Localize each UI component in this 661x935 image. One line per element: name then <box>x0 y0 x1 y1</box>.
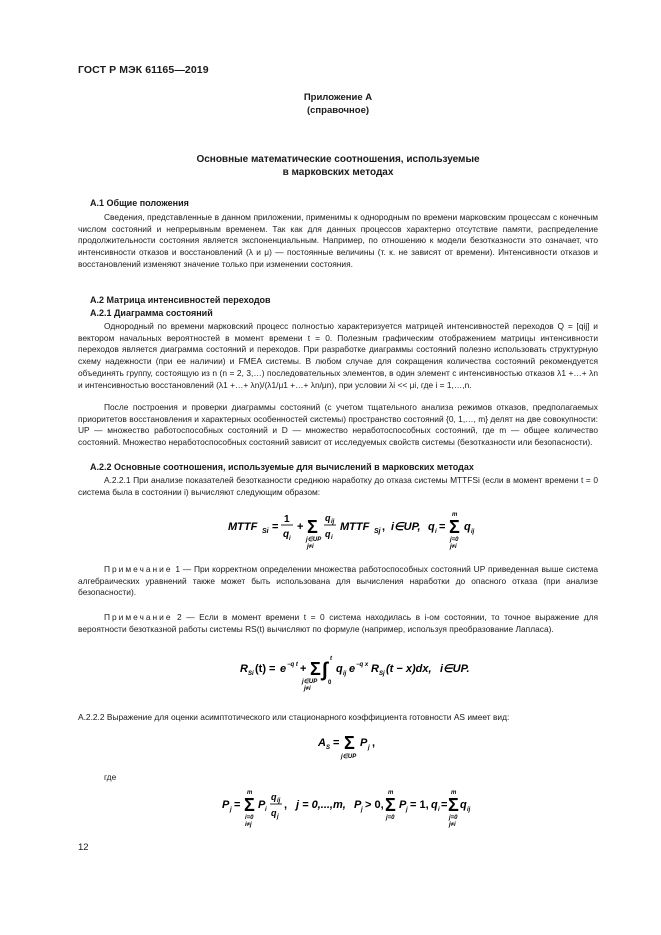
svg-text:MTTF: MTTF <box>340 521 370 533</box>
svg-text:q: q <box>336 663 343 675</box>
svg-text:Σ: Σ <box>310 659 321 679</box>
svg-text:j=0: j=0 <box>450 537 459 543</box>
svg-text:i: i <box>289 536 291 542</box>
where-label: где <box>104 772 117 782</box>
formula-reliability-graphic <box>240 652 470 694</box>
svg-text:j≠i: j≠i <box>304 686 311 692</box>
svg-text:q: q <box>271 808 277 818</box>
formula-reliability <box>240 652 470 694</box>
svg-text:Σ: Σ <box>344 733 355 753</box>
section-a222-paragraph <box>78 712 638 724</box>
svg-text:=: = <box>333 737 340 749</box>
svg-text:i: i <box>438 807 440 813</box>
formula-availability-graphic <box>318 731 388 763</box>
section-a2-heading: А.2 Матрица интенсивностей переходов <box>90 295 271 305</box>
svg-text:j≠i: j≠i <box>307 544 314 550</box>
svg-text:Si: Si <box>262 528 269 535</box>
svg-text:Sj: Sj <box>379 671 385 677</box>
svg-text:j: j <box>368 745 370 751</box>
svg-text:j≠i: j≠i <box>450 544 457 550</box>
svg-text:ij: ij <box>343 671 347 677</box>
svg-text:j∈UP: j∈UP <box>302 679 318 685</box>
note-1-text: 1 — При корректном определении множества работоспособных состояний UP приведенная выше система алгебраических уравнений также может быть использована для вычисления наработки до опасного отказа (при анализе безопасности). <box>78 564 598 598</box>
svg-text:t: t <box>330 656 332 662</box>
svg-text:i: i <box>265 807 267 813</box>
svg-text:q: q <box>283 529 290 540</box>
svg-text:ij: ij <box>277 798 281 804</box>
svg-text:P: P <box>354 799 362 811</box>
svg-text:Sj: Sj <box>374 528 381 535</box>
svg-text:i: i <box>435 529 437 535</box>
svg-text:+: + <box>297 521 304 533</box>
svg-text:Σ: Σ <box>449 517 460 537</box>
svg-text:q: q <box>428 521 435 533</box>
svg-text:Σ: Σ <box>385 795 396 815</box>
section-a221-paragraph <box>78 475 598 498</box>
svg-text:m: m <box>247 790 253 796</box>
svg-text:Σ: Σ <box>244 795 255 815</box>
svg-text:=: = <box>272 521 279 533</box>
section-a21-text-1: Однородный по времени марковский процесс полностью характеризуется матрицей интенсивностей переходов Q = [qij] и вектором начальных вероятностей в момент времени t = 0. Полезным графическим отображением матрицы интенсивности переходов является диаграмма состояний и переходов. При разработке диаграммы состояний полезно использовать структурную схему надежности (при ее наличии) и FMEA системы. В любом случае для сокращения количества состояний рекомендуется объединять группу, состоящую из n (n = 2, 3,…) последовательных элементов, в один элемент с интенсивностью отказов λ1 +…+ λn и интенсивностью восстановлений (λ1 +…+ λn)/(λ1/μ1 +…+ λn/μn), при условии λi << μi, где i = 1,…,n. <box>78 321 598 390</box>
main-title-line1: Основные математические соотношения, используемые <box>196 154 480 165</box>
svg-text:P: P <box>222 799 230 811</box>
svg-text:(t − x)dx,: (t − x)dx, <box>386 663 432 675</box>
svg-text:1: 1 <box>284 514 290 525</box>
section-a1-text: Сведения, представленные в данном приложении, применимы к однородным по времени марковским процессам с конечным числом состояний и непрерывным временем. Так как для данных процессов характерно отсутствие памяти, распределение продолжительности состояния является экспоненциальным. Например, по отношению к модели безотказности это означает, что интенсивности отказов и восстановлений (λ и μ) — постоянные величины (т. к. не зависят от времени). Интенсивности отказов и восстановлений изменяют значение только при изменении состояния. <box>78 212 598 269</box>
note-1 <box>78 564 598 599</box>
svg-text:i≠j: i≠j <box>245 822 252 828</box>
formula-probabilities-graphic <box>222 787 472 829</box>
note-2 <box>78 612 598 635</box>
svg-text:j∈UP: j∈UP <box>341 754 357 760</box>
svg-text:+: + <box>300 663 307 675</box>
svg-text:A: A <box>318 737 326 749</box>
formula-probabilities <box>222 787 472 829</box>
section-a21-heading: А.2.1 Диаграмма состояний <box>90 308 213 318</box>
svg-text:j∈UP: j∈UP <box>306 537 322 543</box>
svg-text:P: P <box>258 799 266 811</box>
svg-text:R: R <box>240 663 248 675</box>
section-a1-heading: А.1 Общие положения <box>90 198 189 208</box>
svg-text:m: m <box>452 512 458 518</box>
annex-title: Приложение А <box>303 92 373 103</box>
svg-text:P: P <box>360 737 368 749</box>
svg-text:MTTF: MTTF <box>228 521 258 533</box>
svg-text:q: q <box>431 799 438 811</box>
svg-text:q: q <box>325 513 331 523</box>
svg-text:,: , <box>382 521 386 533</box>
svg-text:i∈UP,: i∈UP, <box>391 521 421 533</box>
svg-text:Σ: Σ <box>307 517 318 537</box>
svg-text:Si: Si <box>248 671 254 677</box>
svg-text:i: i <box>331 535 333 541</box>
svg-text:m: m <box>451 790 457 796</box>
svg-text:q: q <box>460 799 467 811</box>
svg-text:=: = <box>441 799 448 811</box>
svg-text:=: = <box>439 521 446 533</box>
svg-text:,: , <box>284 799 288 811</box>
formula-availability <box>318 731 388 763</box>
svg-text:e: e <box>280 663 287 675</box>
svg-text:q: q <box>271 792 277 802</box>
svg-text:P: P <box>399 799 407 811</box>
svg-text:q: q <box>325 529 331 539</box>
svg-text:i=0: i=0 <box>245 815 254 821</box>
svg-text:m: m <box>388 790 394 796</box>
section-a1-paragraph <box>78 212 598 271</box>
svg-text:−q x: −q x <box>356 662 369 668</box>
svg-text:j=0: j=0 <box>449 815 458 821</box>
svg-text:j: j <box>361 807 363 813</box>
note-2-text: 2 — Если в момент времени t = 0 система находилась в i-ом состоянии, то точное выражение для вероятности безотказной работы системы RS(t) вычисляют по формуле (например, используя преобразование Лапласа). <box>78 612 599 634</box>
section-a22-heading: А.2.2 Основные соотношения, используемые для вычислений в марковских методах <box>90 462 474 472</box>
svg-text:j≠i: j≠i <box>449 822 456 828</box>
svg-text:Σ: Σ <box>448 795 459 815</box>
svg-text:R: R <box>371 663 379 675</box>
svg-text:j=0: j=0 <box>386 815 395 821</box>
svg-text:e: e <box>349 663 356 675</box>
svg-text:i∈UP.: i∈UP. <box>440 663 470 675</box>
svg-text:= 1,: = 1, <box>410 799 429 811</box>
svg-text:∫: ∫ <box>322 659 328 681</box>
svg-text:ij: ij <box>331 519 335 525</box>
svg-text:> 0,: > 0, <box>365 799 384 811</box>
svg-text:j: j <box>406 807 408 813</box>
annex-subtitle: (справочное) <box>306 105 370 116</box>
section-a21-text-2: После построения и проверки диаграммы состояний (с учетом тщательного анализа режимов отказов, предполагаемых приоритетов восстановления и характерных особенностей системы) пространство состояний {0, 1,…, m} делят на две совокупности: UP — множество работоспособных состояний и D — множество неработоспособных состояний, где m — общее количество состояний. Множество неработоспособных состояний зависит от исследуемых свойств системы (безотказности или безопасности). <box>78 402 598 448</box>
svg-text:=: = <box>234 799 241 811</box>
svg-text:−q t: −q t <box>287 662 298 668</box>
svg-text:q: q <box>464 521 471 533</box>
formula-mttf-graphic <box>228 508 478 550</box>
section-a21-paragraph-2 <box>78 402 598 449</box>
section-a222-text: А.2.2.2 Выражение для оценки асимптотического или стационарного коэффициента готовности AS имеет вид: <box>78 712 510 722</box>
svg-text:j: j <box>230 807 232 813</box>
standard-header: ГОСТ Р МЭК 61165—2019 <box>78 64 209 76</box>
page-number: 12 <box>78 842 89 853</box>
formula-mttf <box>228 508 478 550</box>
section-a21-paragraph-1 <box>78 321 598 391</box>
svg-text:ij: ij <box>471 529 475 535</box>
section-a221-text: А.2.2.1 При анализе показателей безотказности среднюю наработку до отказа системы MTTFSi (если в момент времени t = 0 система была в состоянии i) вычисляют следующим образом: <box>78 475 598 497</box>
svg-text:,: , <box>372 737 376 749</box>
svg-text:S: S <box>326 745 331 751</box>
note-2-label: Примечание <box>104 612 173 622</box>
svg-text:j = 0,...,m,: j = 0,...,m, <box>296 799 346 811</box>
note-1-label: Примечание <box>104 564 173 574</box>
svg-text:(t) =: (t) = <box>255 663 276 675</box>
svg-text:0: 0 <box>328 680 332 686</box>
svg-text:j: j <box>277 814 279 820</box>
svg-text:ij: ij <box>467 807 471 813</box>
main-title-line2: в марковских методах <box>282 167 394 178</box>
